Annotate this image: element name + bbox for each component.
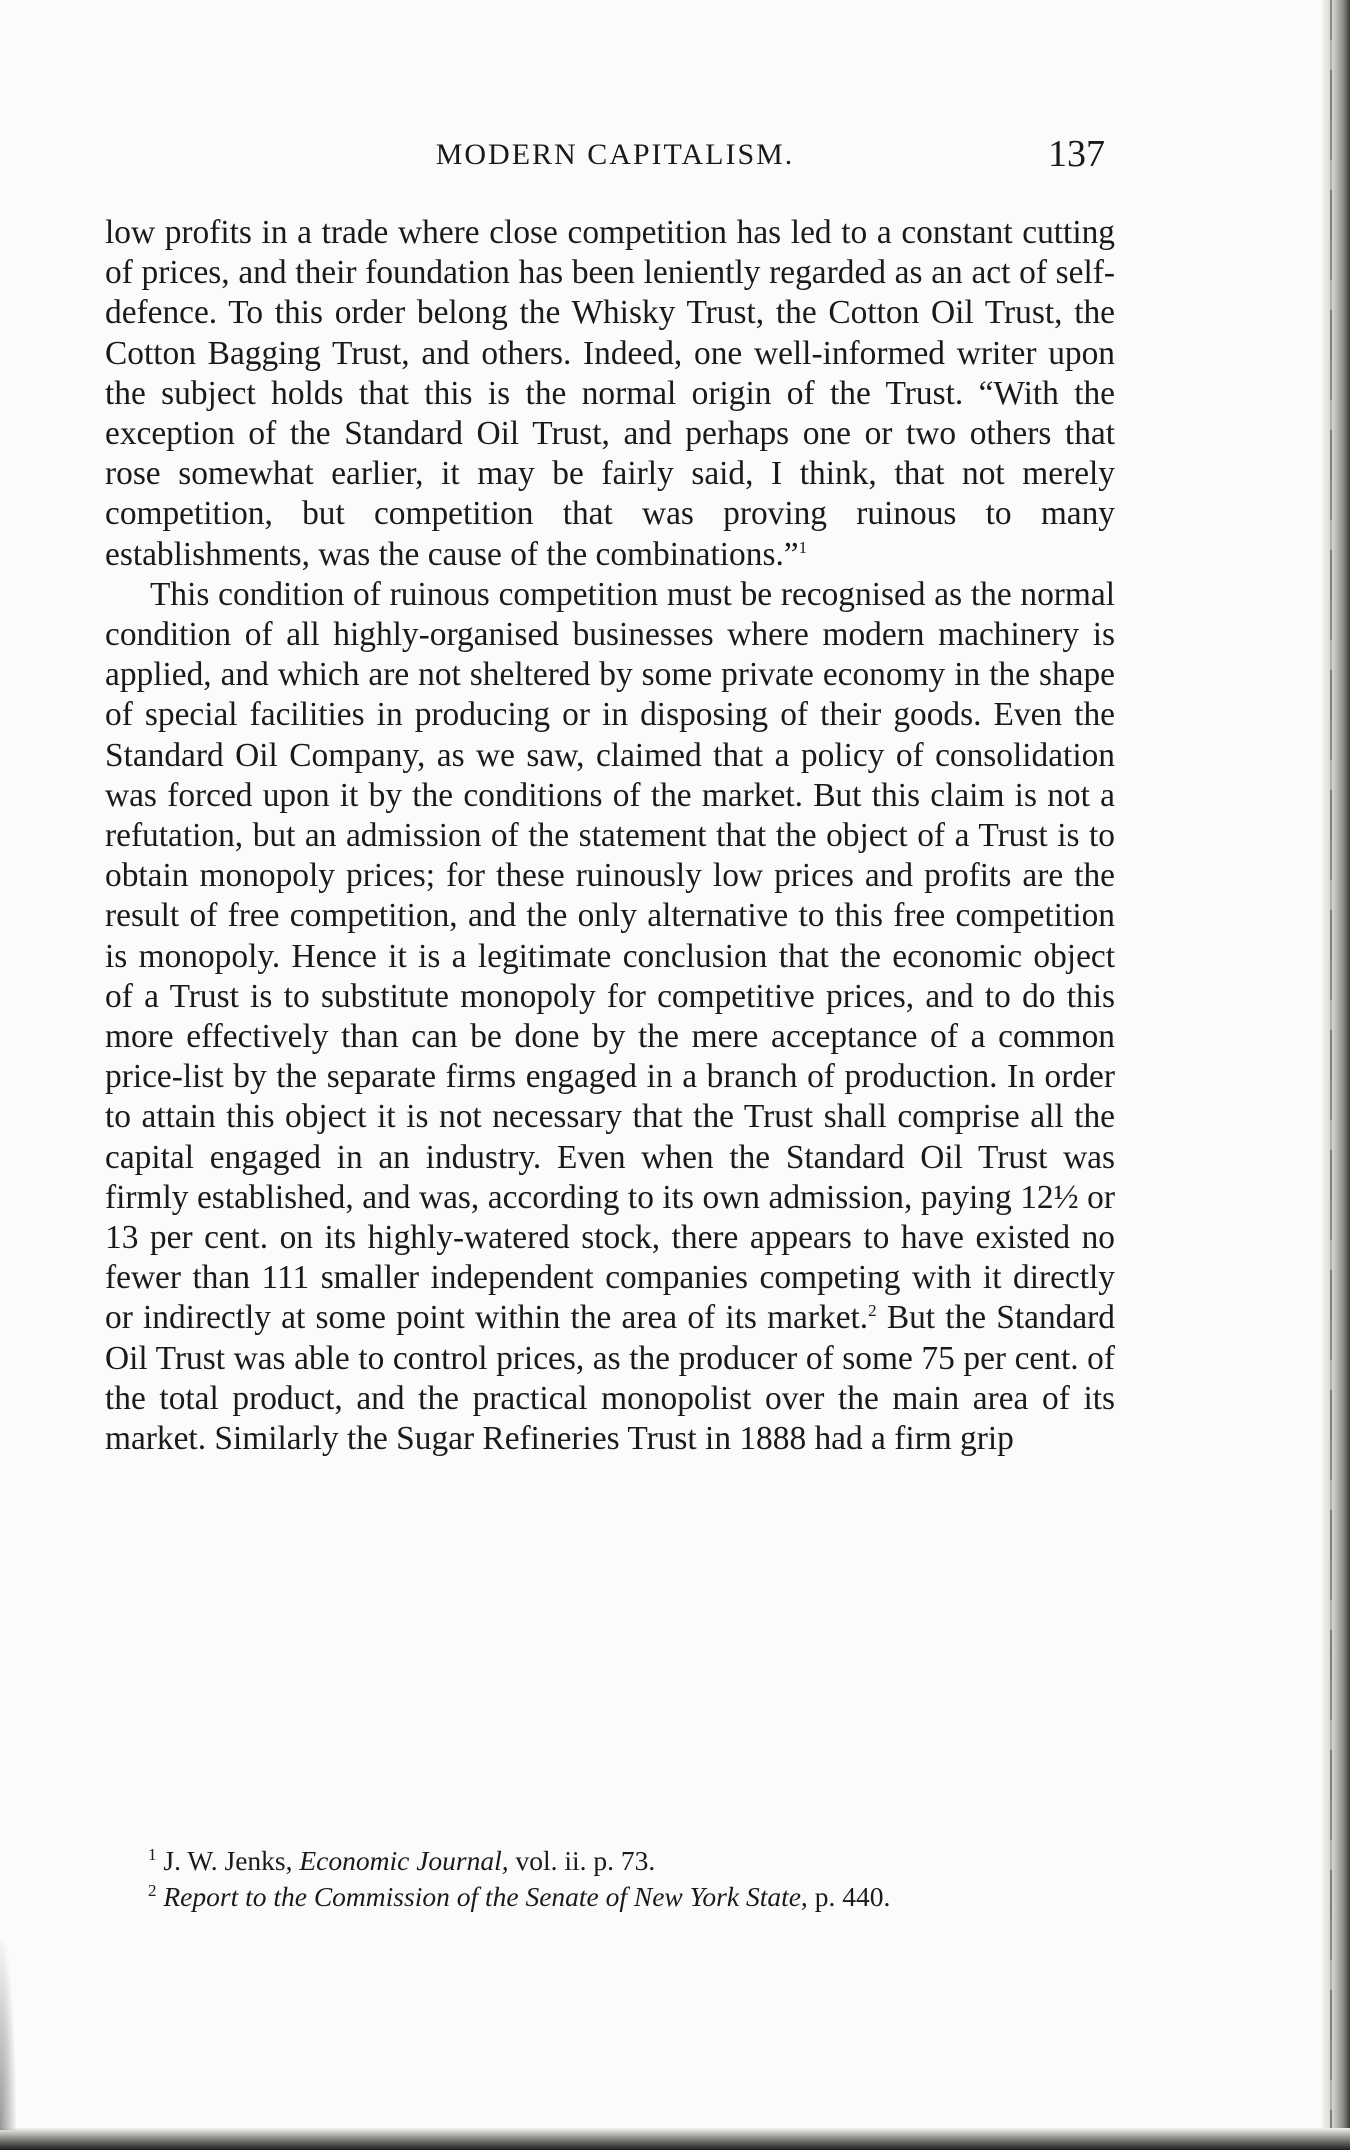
footnotes [148,1843,1128,1915]
page-bottom-shadow [0,2128,1350,2150]
running-head: MODERN CAPITALISM. [435,138,795,171]
footnote-1 [148,1843,1128,1879]
paragraph-text: low profits in a trade where close competition has led to a constant cutting of prices, and their foundation has been leniently regarded as an act of self-defence. To this order belong the Whisky Trust, the Cotton Oil Trust, the Cotton Bagging Trust, and others. Indeed, one well-informed writer upon the subject holds that this is the normal origin of the Trust. “With the exception of the Standard Oil Trust, and perhaps one or two others that rose somewhat earlier, it may be fairly said, I think, that not merely competition, but competition that was proving ruinous to many establishments, was the cause of the combinations.” [105,214,1115,573]
page-number: 137 [1048,133,1105,175]
footnote-title: Economic Journal, [299,1845,509,1876]
footnote-ref: 1 [798,537,808,557]
body-text [105,213,1115,1459]
paragraph-continued [105,213,1115,575]
footnote-mark: 1 [148,1844,157,1864]
footnote-rest: vol. ii. p. 73. [515,1845,656,1876]
page-gutter-shadow [1322,0,1350,2150]
paragraph-text: But the Standard Oil Trust was able to control prices, as the producer of some 75 per cent. of the total product, and the practical monopolist over the main area of its market. Similarly the Sugar Refineries Trust in 1888 had a firm grip [105,1299,1115,1458]
paragraph-text: This condition of ruinous competition must be recognised as the normal condition of all highly-organised businesses where modern machinery is applied, and which are not sheltered by some private economy in the shape of special facilities in producing or in disposing of their goods. Even the Standard Oil Company, as we saw, claimed that a policy of consolidation was forced upon it by the conditions of the market. But this claim is not a refutation, but an admission of the statement that the object of a Trust is to obtain monopoly prices; for these ruinously low prices and profits are the result of free competition, and the only alternative to this free competition is monopoly. Hence it is a legitimate conclusion that the economic object of a Trust is to substitute monopoly for competitive prices, and to do this more effectively than can be done by the mere acceptance of a common price-list by the separate firms engaged in a branch of production. In order to attain this object it is not necessary that the Trust shall comprise all the capital engaged in an industry. Even when the Standard Oil Trust was firmly established, and was, according to its own admission, paying 12½ or 13 per cent. on its highly-watered stock, there appears to have existed no fewer than 111 smaller independent companies competing with it directly or indirectly at some point within the area of its market. [105,575,1115,1337]
footnote-author: J. W. Jenks, [163,1845,293,1876]
footnote-ref: 2 [868,1301,877,1321]
scan-smudge [0,1940,16,2130]
page-header [105,132,1125,182]
footnote-title: Report to the Commission of the Senate of New York State, [163,1881,808,1912]
footnote-rest: p. 440. [814,1881,891,1912]
footnote-2 [148,1879,1128,1915]
paragraph [105,575,1115,1459]
footnote-mark: 2 [148,1880,157,1900]
